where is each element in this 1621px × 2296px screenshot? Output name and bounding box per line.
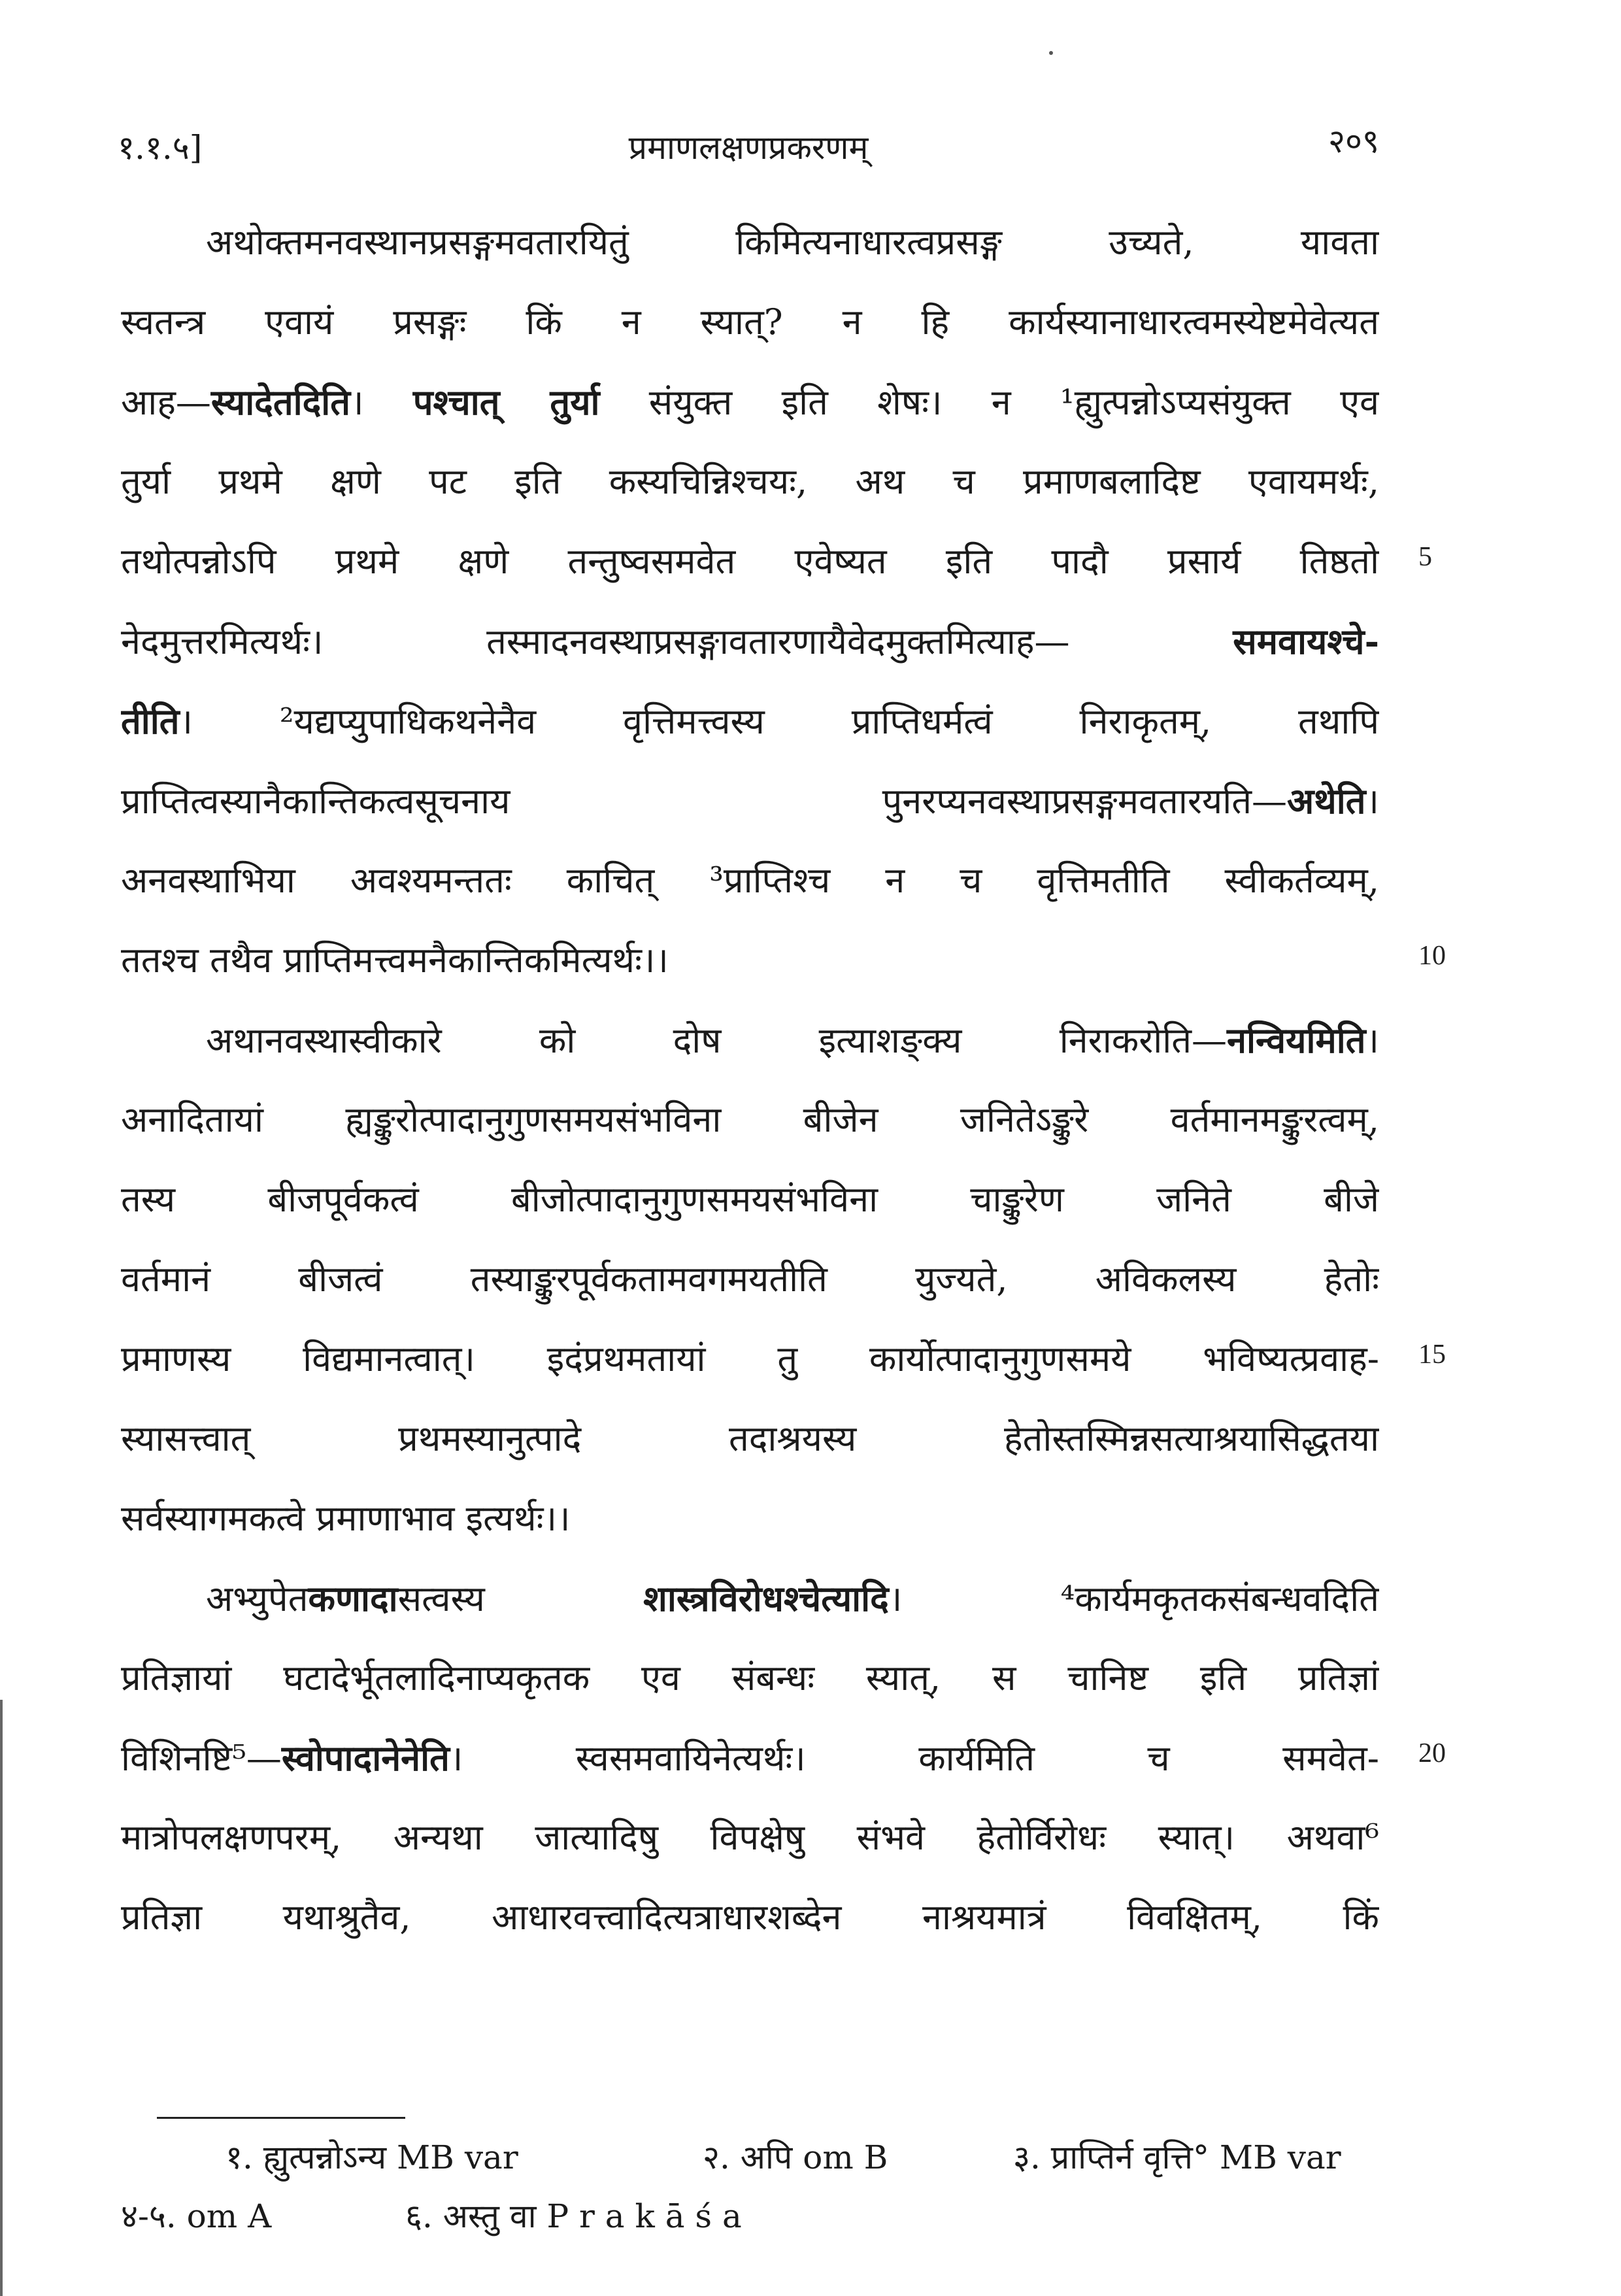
- pratika-lemma: पश्चात् तुर्या: [412, 381, 600, 423]
- footnote-4-5: ४-५. om A: [121, 2197, 272, 2235]
- text-line: ततश्च तथैव प्राप्तिमत्त्वमनैकान्तिकमित्यर्थः।।: [121, 939, 669, 981]
- text-line: वर्तमानं बीजत्वं तस्याङ्कुरपूर्वकतामवगमयतीति युज्यते, अविकलस्य हेतोः: [121, 1258, 1379, 1300]
- footnote-6: ६. अस्तु वा P r a k ā ś a: [405, 2197, 742, 2235]
- footnotes: [121, 2128, 1379, 2246]
- pratika-lemma: स्वोपादानेनेति: [281, 1737, 450, 1779]
- footnote-1: १. ह्युत्पन्नोऽन्य MB var: [226, 2138, 518, 2176]
- text-line: स्यासत्त्वात् प्रथमस्यानुत्पादे तदाश्रयस्य हेतोस्तस्मिन्नसत्याश्रयासिद्धतया: [121, 1418, 1379, 1459]
- text-line: अथोक्तमनवस्थानप्रसङ्गमवतारयितुं किमित्यनाधारत्वप्रसङ्ग उच्यते, यावता: [206, 222, 1379, 263]
- footnote-2: २. अपि om B: [703, 2138, 888, 2176]
- pratika-lemma: शास्त्रविरोधश्चेत्यादि: [643, 1578, 889, 1619]
- text-line: अनवस्थाभिया अवश्यमन्ततः काचित् ³प्राप्तिश्च न च वृत्तिमतीति स्वीकर्तव्यम्,: [121, 860, 1379, 901]
- text-line: तस्य बीजपूर्वकत्वं बीजोत्पादानुगुणसमयसंभविना चाङ्कुरेण जनिते बीजे: [121, 1179, 1379, 1220]
- scan-edge: [0, 1700, 3, 2296]
- pratika-lemma: अथेति: [1287, 780, 1366, 822]
- section-number: १.१.५]: [118, 129, 203, 167]
- text-line: तुर्या प्रथमे क्षणे पट इति कस्यचिन्निश्चयः, अथ च प्रमाणबलादिष्ट एवायमर्थः,: [121, 461, 1379, 502]
- text-line: प्राप्तित्वस्यानैकान्तिकत्वसूचनाय पुनरप्यनवस्थाप्रसङ्गमवतारयति—अथेति।: [121, 780, 1379, 822]
- text-line: तीति। ²यद्यप्युपाधिकथनेनैव वृत्तिमत्त्वस्य प्राप्तिधर्मत्वं निराकृतम्, तथापि: [121, 700, 1379, 742]
- text-line: सर्वस्यागमकत्वे प्रमाणाभाव इत्यर्थः।।: [121, 1498, 571, 1539]
- commentary-text: [121, 203, 1379, 1957]
- text-line: विशिनष्टि⁵—स्वोपादानेनेति। स्वसमवायिनेत्यर्थः। कार्यमिति च समवेत-: [121, 1737, 1379, 1779]
- running-header: [118, 111, 1379, 170]
- line-number-15: 15: [1418, 1340, 1446, 1370]
- text-line: प्रमाणस्य विद्यमानत्वात्। इदंप्रथमतायां तु कार्योत्पादानुगुणसमये भविष्यत्प्रवाह-: [121, 1338, 1379, 1379]
- line-number-20: 20: [1418, 1738, 1446, 1768]
- pratika-lemma: नन्वियमिति: [1227, 1019, 1366, 1061]
- text-line: अथानवस्थास्वीकारे को दोष इत्याशङ्क्य निराकरोति—नन्वियमिति।: [206, 1019, 1379, 1061]
- text-line: तथोत्पन्नोऽपि प्रथमे क्षणे तन्तुष्वसमवेत एवेष्यत इति पादौ प्रसार्य तिष्ठतो: [121, 541, 1379, 582]
- text-line: अनादितायां ह्यङ्कुरोत्पादानुगुणसमयसंभविना बीजेन जनितेऽङ्कुरे वर्तमानमङ्कुरत्वम्,: [121, 1099, 1379, 1140]
- text-line: प्रतिज्ञायां घटादेर्भूतलादिनाप्यकृतक एव संबन्धः स्यात्, स चानिष्ट इति प्रतिज्ञां: [121, 1657, 1379, 1698]
- line-number-10: 10: [1418, 941, 1446, 971]
- page-number: २०९: [1328, 122, 1379, 160]
- line-number-5: 5: [1418, 542, 1432, 572]
- chapter-title: प्रमाणलक्षणप्रकरणम्: [628, 129, 869, 167]
- text-line: नेदमुत्तरमित्यर्थः। तस्मादनवस्थाप्रसङ्गावतारणायैवेदमुक्तमित्याह— समवायश्चे-: [121, 620, 1379, 662]
- footnote-3: ३. प्राप्तिर्न वृत्ति° MB var: [1013, 2138, 1341, 2176]
- pratika-lemma: समवायश्चे-: [1233, 620, 1379, 662]
- footnote-rule: [157, 2117, 405, 2119]
- scan-speck: [1049, 51, 1053, 55]
- pratika-lemma: तीति: [121, 700, 180, 742]
- text-line: प्रतिज्ञा यथाश्रुतैव, आधारवत्त्वादित्यत्राधारशब्देन नाश्रयमात्रं विवक्षितम्, किं: [121, 1897, 1379, 1938]
- pratika-lemma: स्यादेतदिति: [210, 381, 351, 423]
- text-line: आह—स्यादेतदिति। पश्चात् तुर्या संयुक्त इति शेषः। न ¹ह्युत्पन्नोऽप्यसंयुक्त एव: [121, 381, 1379, 423]
- pratika-lemma: कणादा: [308, 1578, 398, 1619]
- text-line: मात्रोपलक्षणपरम्, अन्यथा जात्यादिषु विपक्षेषु संभवे हेतोर्विरोधः स्यात्। अथवा⁶: [121, 1817, 1379, 1858]
- text-line: अभ्युपेतकणादासत्वस्य शास्त्रविरोधश्चेत्यादि। ⁴कार्यमकृतकसंबन्धवदिति: [206, 1578, 1379, 1619]
- text-line: स्वतन्त्र एवायं प्रसङ्गः किं न स्यात्? न हि कार्यस्यानाधारत्वमस्येष्टमेवेत्यत: [121, 301, 1379, 343]
